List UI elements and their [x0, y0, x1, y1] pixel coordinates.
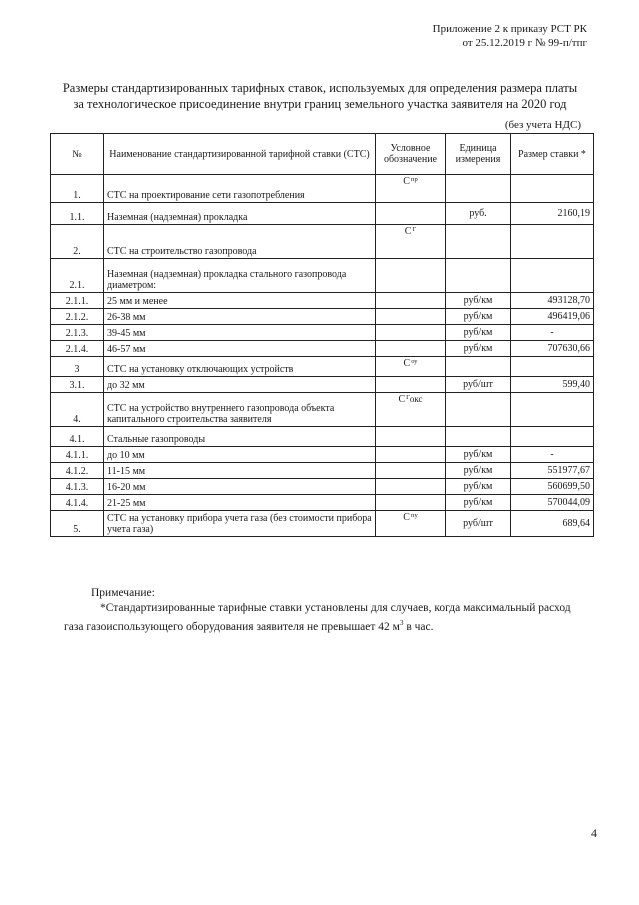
row-name: 25 мм и менее — [104, 293, 376, 309]
symbol-superscript: Г — [412, 226, 417, 233]
header-unit: Единица измерения — [446, 134, 511, 175]
row-value: - — [511, 447, 594, 463]
row-symbol — [376, 341, 446, 357]
table-row — [51, 377, 594, 393]
row-unit: руб/км — [446, 447, 511, 463]
row-number: 3 — [51, 357, 104, 377]
header-value: Размер ставки * — [511, 134, 594, 175]
row-name: Наземная (надземная) прокладка стального газопровода диаметром: — [104, 259, 376, 293]
row-number: 2.1. — [51, 259, 104, 293]
row-unit — [446, 175, 511, 203]
row-unit: руб/км — [446, 325, 511, 341]
symbol-superscript: Г — [406, 394, 410, 401]
symbol-main: С — [403, 176, 410, 187]
row-value: 551977,67 — [511, 463, 594, 479]
table-row — [51, 479, 594, 495]
symbol-subscript: окс — [409, 394, 423, 404]
row-symbol — [376, 495, 446, 511]
table-row — [51, 427, 594, 447]
row-symbol — [376, 175, 446, 203]
row-value: 707630,66 — [511, 341, 594, 357]
table-row — [51, 447, 594, 463]
note-line-2-end: в час. — [403, 620, 434, 633]
row-number: 4.1.3. — [51, 479, 104, 495]
document-title — [40, 80, 600, 112]
symbol-main: С — [404, 226, 412, 237]
row-number: 5. — [51, 511, 104, 537]
annex-line-2: от 25.12.2019 г № 99-п/тпг — [462, 37, 587, 49]
table-row — [51, 203, 594, 225]
row-unit: руб/км — [446, 293, 511, 309]
row-value: 689,64 — [511, 511, 594, 537]
note-line-2-superscript: 3 — [399, 619, 404, 627]
table-row — [51, 511, 594, 537]
row-value: 2160,19 — [511, 203, 594, 225]
row-value — [511, 175, 594, 203]
row-unit — [446, 259, 511, 293]
symbol-superscript: пр — [410, 176, 418, 183]
row-value — [511, 259, 594, 293]
table-row — [51, 341, 594, 357]
page-number: 4 — [591, 826, 597, 840]
table-row — [51, 293, 594, 309]
note-line-2 — [64, 616, 600, 635]
row-number: 2. — [51, 225, 104, 259]
row-name: до 10 мм — [104, 447, 376, 463]
table-header-row — [51, 134, 594, 175]
row-unit — [446, 357, 511, 377]
note-line-1: *Стандартизированные тарифные ставки установлены для случаев, когда максимальный расход — [100, 602, 571, 614]
row-unit — [446, 393, 511, 427]
row-unit — [446, 427, 511, 447]
row-unit: руб/км — [446, 479, 511, 495]
symbol-main: С — [403, 358, 411, 369]
note-line-2-text: газа газоиспользующего оборудования заявителя не превышает 42 м — [64, 620, 400, 633]
row-number: 4.1.1. — [51, 447, 104, 463]
row-number: 4.1. — [51, 427, 104, 447]
note-text — [64, 601, 600, 635]
row-unit: руб/км — [446, 495, 511, 511]
row-unit: руб/км — [446, 463, 511, 479]
table-row — [51, 357, 594, 377]
symbol-superscript: пу — [410, 512, 418, 519]
row-symbol — [376, 259, 446, 293]
table-row — [51, 225, 594, 259]
row-symbol — [376, 203, 446, 225]
row-value — [511, 357, 594, 377]
row-unit: руб/км — [446, 309, 511, 325]
row-symbol — [376, 309, 446, 325]
row-symbol — [376, 427, 446, 447]
row-value: 570044,09 — [511, 495, 594, 511]
vat-note: (без учета НДС) — [504, 119, 581, 131]
row-unit: руб/шт — [446, 511, 511, 537]
row-unit: руб/км — [446, 341, 511, 357]
row-symbol — [376, 447, 446, 463]
table-row — [51, 325, 594, 341]
row-number: 4.1.2. — [51, 463, 104, 479]
symbol-superscript: оу — [411, 358, 418, 365]
row-symbol — [376, 225, 446, 259]
row-name: СТС на установку отключающих устройств — [104, 357, 376, 377]
row-value: 496419,06 — [511, 309, 594, 325]
row-name: 16-20 мм — [104, 479, 376, 495]
row-unit: руб. — [446, 203, 511, 225]
symbol-main: С — [403, 512, 410, 523]
row-name: 39-45 мм — [104, 325, 376, 341]
table-row — [51, 259, 594, 293]
note-heading: Примечание: — [91, 587, 155, 599]
row-unit — [446, 225, 511, 259]
row-number: 2.1.3. — [51, 325, 104, 341]
rates-table — [50, 133, 594, 537]
title-line-2: за технологическое присоединение внутри границ земельного участка заявителя на 2020 год — [73, 97, 567, 111]
row-symbol — [376, 377, 446, 393]
row-number: 2.1.4. — [51, 341, 104, 357]
row-number: 3.1. — [51, 377, 104, 393]
row-symbol — [376, 479, 446, 495]
row-name: СТС на устройство внутреннего газопровода объекта капитального строительства заявителя — [104, 393, 376, 427]
row-value — [511, 225, 594, 259]
header-name: Наименование стандартизированной тарифной ставки (СТС) — [104, 134, 376, 175]
row-number: 2.1.1. — [51, 293, 104, 309]
row-symbol — [376, 393, 446, 427]
header-symbol: Условное обозначение — [376, 134, 446, 175]
table-row — [51, 309, 594, 325]
table-row — [51, 495, 594, 511]
table-row — [51, 175, 594, 203]
row-name: СТС на проектирование сети газопотребления — [104, 175, 376, 203]
row-value — [511, 427, 594, 447]
row-symbol — [376, 463, 446, 479]
header-num: № — [51, 134, 104, 175]
row-name: Наземная (надземная) прокладка — [104, 203, 376, 225]
row-name: СТС на строительство газопровода — [104, 225, 376, 259]
row-name: Стальные газопроводы — [104, 427, 376, 447]
row-symbol — [376, 511, 446, 537]
row-value: 560699,50 — [511, 479, 594, 495]
table-row — [51, 393, 594, 427]
row-name: 21-25 мм — [104, 495, 376, 511]
row-value: 493128,70 — [511, 293, 594, 309]
annex-reference — [387, 22, 587, 50]
annex-line-1: Приложение 2 к приказу РСТ РК — [432, 23, 587, 35]
row-number: 4. — [51, 393, 104, 427]
row-symbol — [376, 325, 446, 341]
row-value: 599,40 — [511, 377, 594, 393]
row-value — [511, 393, 594, 427]
row-number: 1.1. — [51, 203, 104, 225]
row-symbol — [376, 357, 446, 377]
row-symbol — [376, 293, 446, 309]
row-value: - — [511, 325, 594, 341]
row-name: до 32 мм — [104, 377, 376, 393]
row-name: СТС на установку прибора учета газа (без стоимости прибора учета газа) — [104, 511, 376, 537]
symbol-main: С — [398, 394, 406, 405]
title-line-1: Размеры стандартизированных тарифных ставок, используемых для определения размера платы — [62, 81, 578, 95]
row-number: 2.1.2. — [51, 309, 104, 325]
row-name: 11-15 мм — [104, 463, 376, 479]
row-unit: руб/шт — [446, 377, 511, 393]
row-name: 46-57 мм — [104, 341, 376, 357]
row-number: 1. — [51, 175, 104, 203]
row-name: 26-38 мм — [104, 309, 376, 325]
table-row — [51, 463, 594, 479]
row-number: 4.1.4. — [51, 495, 104, 511]
table-body — [51, 175, 594, 537]
